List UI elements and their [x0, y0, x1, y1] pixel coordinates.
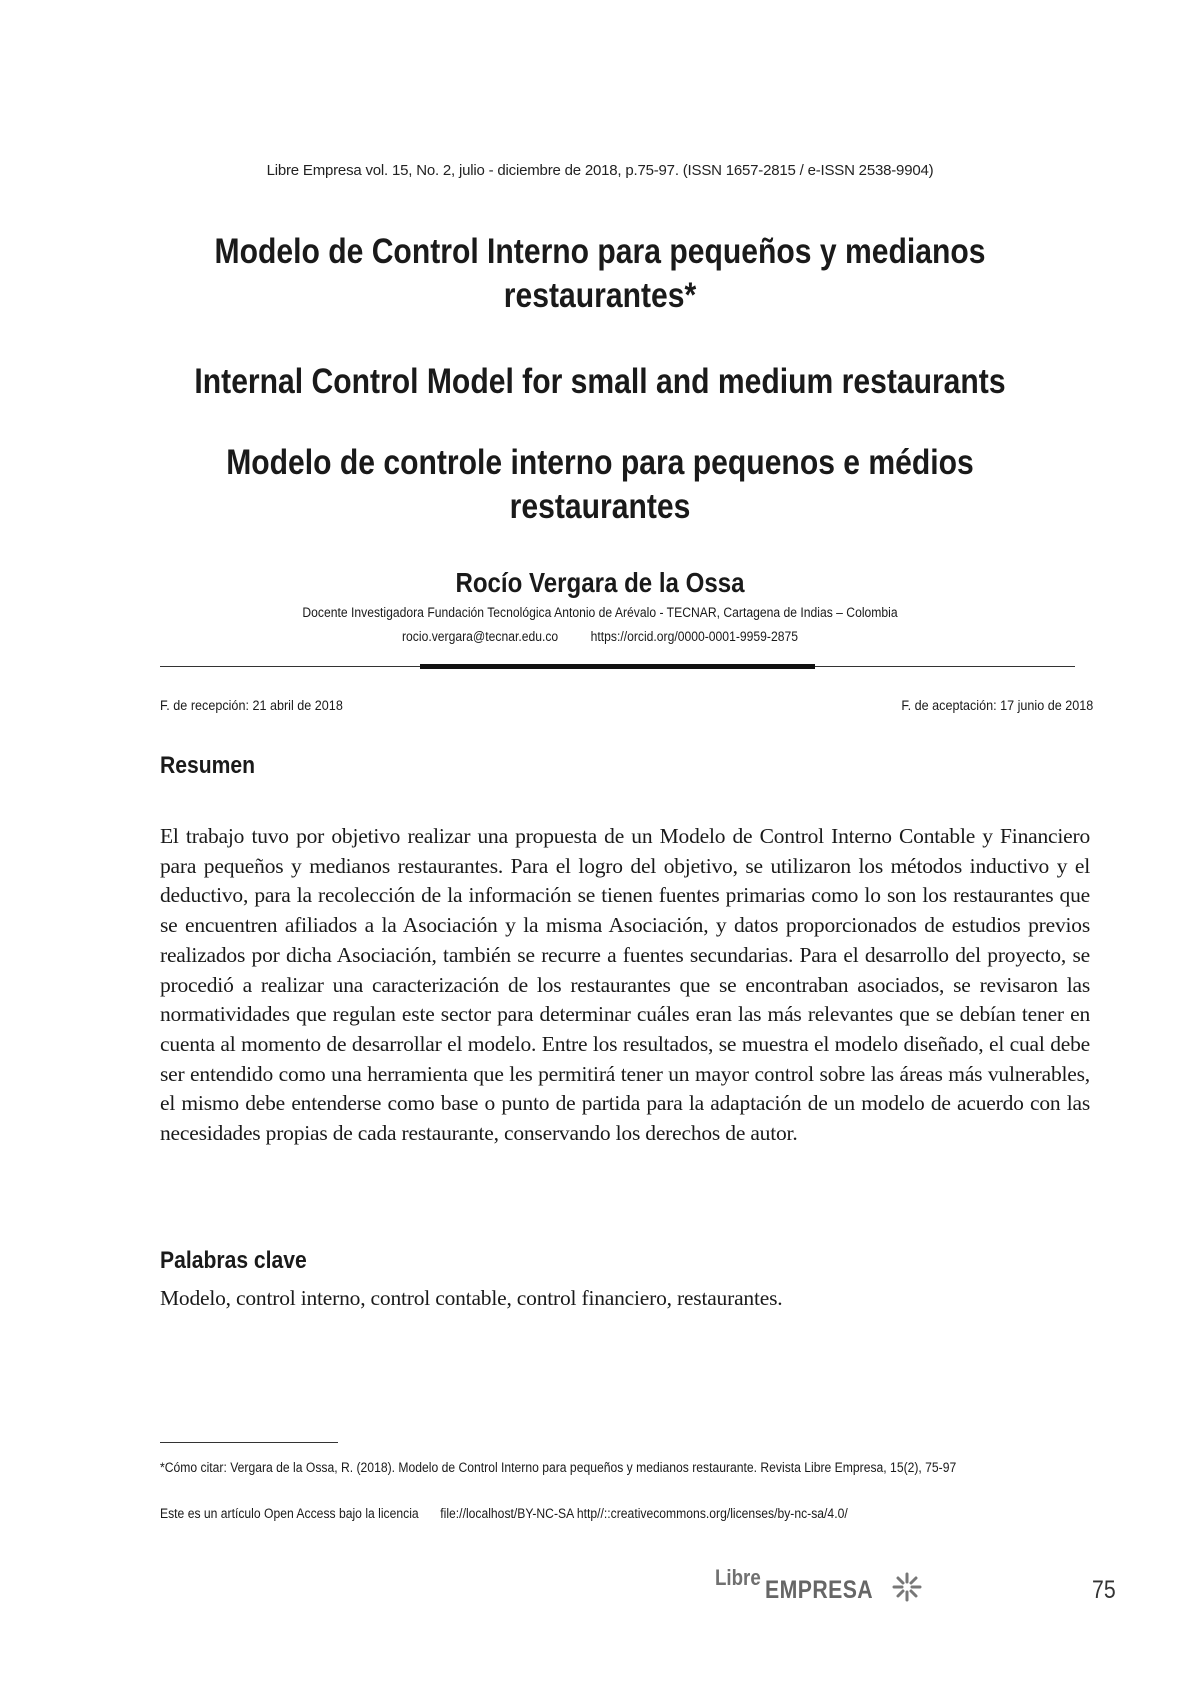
title-portuguese	[84, 441, 1116, 529]
footnote-license	[160, 1506, 1069, 1521]
title-spanish	[84, 230, 1116, 318]
logo-libre-text: Libre	[715, 1565, 761, 1590]
journal-logo	[715, 1565, 935, 1605]
author-name: Rocío Vergara de la Ossa	[455, 567, 745, 598]
author-affiliation: Docente Investigadora Fundación Tecnológica Antonio de Arévalo - TECNAR, Cartagena de Indias – Colombia	[302, 605, 898, 620]
title-portuguese-line1: Modelo de controle interno para pequenos e médios	[226, 443, 974, 482]
starburst-icon	[892, 1572, 922, 1602]
title-spanish-line1: Modelo de Control Interno para pequeños y medianos	[214, 232, 986, 271]
license-text: Este es un artículo Open Access bajo la licencia	[160, 1506, 419, 1521]
footnote-citation: *Cómo citar: Vergara de la Ossa, R. (2018). Modelo de Control Interno para pequeños y medianos restaurante. Revista Libre Empresa, 15(2), 75-97	[160, 1460, 957, 1475]
header-divider-accent	[420, 664, 815, 669]
license-link[interactable]: file://localhost/BY-NC-SA http//::creativecommons.org/licenses/by-nc-sa/4.0/	[440, 1506, 848, 1521]
author-email-link[interactable]: rocio.vergara@tecnar.edu.co	[402, 629, 559, 644]
date-accepted: F. de aceptación: 17 junio de 2018	[901, 697, 1093, 713]
abstract-text: El trabajo tuvo por objetivo realizar una propuesta de un Modelo de Control Interno Contable y Financiero para pequeños y medianos restaurantes. Para el logro del objetivo, se utilizaron los métodos inductivo y el deductivo, para la recolección de la información se tienen fuentes primarias como lo son los restaurantes que se encuentren afiliados a la Asociación y la misma Asociación, y datos proporcionados de estudios previos realizados por dicha Asociación, también se recurre a fuentes secundarias. Para el desarrollo del proyecto, se procedió a realizar una caracterización de los restaurantes que se encontraban asociados, se revisaron las normatividades que regulan este sector para determinar cuáles eran las más relevantes que se debían tener en cuenta al momento de desarrollar el modelo. Entre los resultados, se muestra el modelo diseñado, el cual debe ser entendido como una herramienta que les permitirá tener un mayor control sobre las áreas más vulnerables, el mismo debe entenderse como base o punto de partida para la adaptación de un modelo de acuerdo con las necesidades propias de cada restaurante, conservando los derechos de autor.	[160, 824, 1090, 1146]
title-spanish-line2: restaurantes*	[503, 276, 697, 315]
abstract-heading: Resumen	[160, 752, 256, 779]
author-orcid-link[interactable]: https://orcid.org/0000-0001-9959-2875	[590, 629, 798, 644]
journal-header: Libre Empresa vol. 15, No. 2, julio - diciembre de 2018, p.75-97. (ISSN 1657-2815 / e-ISSN 2538-9904)	[266, 162, 934, 179]
title-portuguese-line2: restaurantes	[509, 487, 691, 526]
keywords-text: Modelo, control interno, control contable, control financiero, restaurantes.	[160, 1286, 783, 1310]
page-number: 75	[1092, 1576, 1116, 1604]
footnote-divider	[160, 1442, 338, 1443]
keywords-heading: Palabras clave	[160, 1247, 307, 1274]
title-english: Internal Control Model for small and medium restaurants	[194, 362, 1006, 401]
author-contact	[60, 629, 1140, 644]
logo-empresa-text: EMPRESA	[765, 1576, 874, 1604]
date-received: F. de recepción: 21 abril de 2018	[160, 697, 343, 713]
